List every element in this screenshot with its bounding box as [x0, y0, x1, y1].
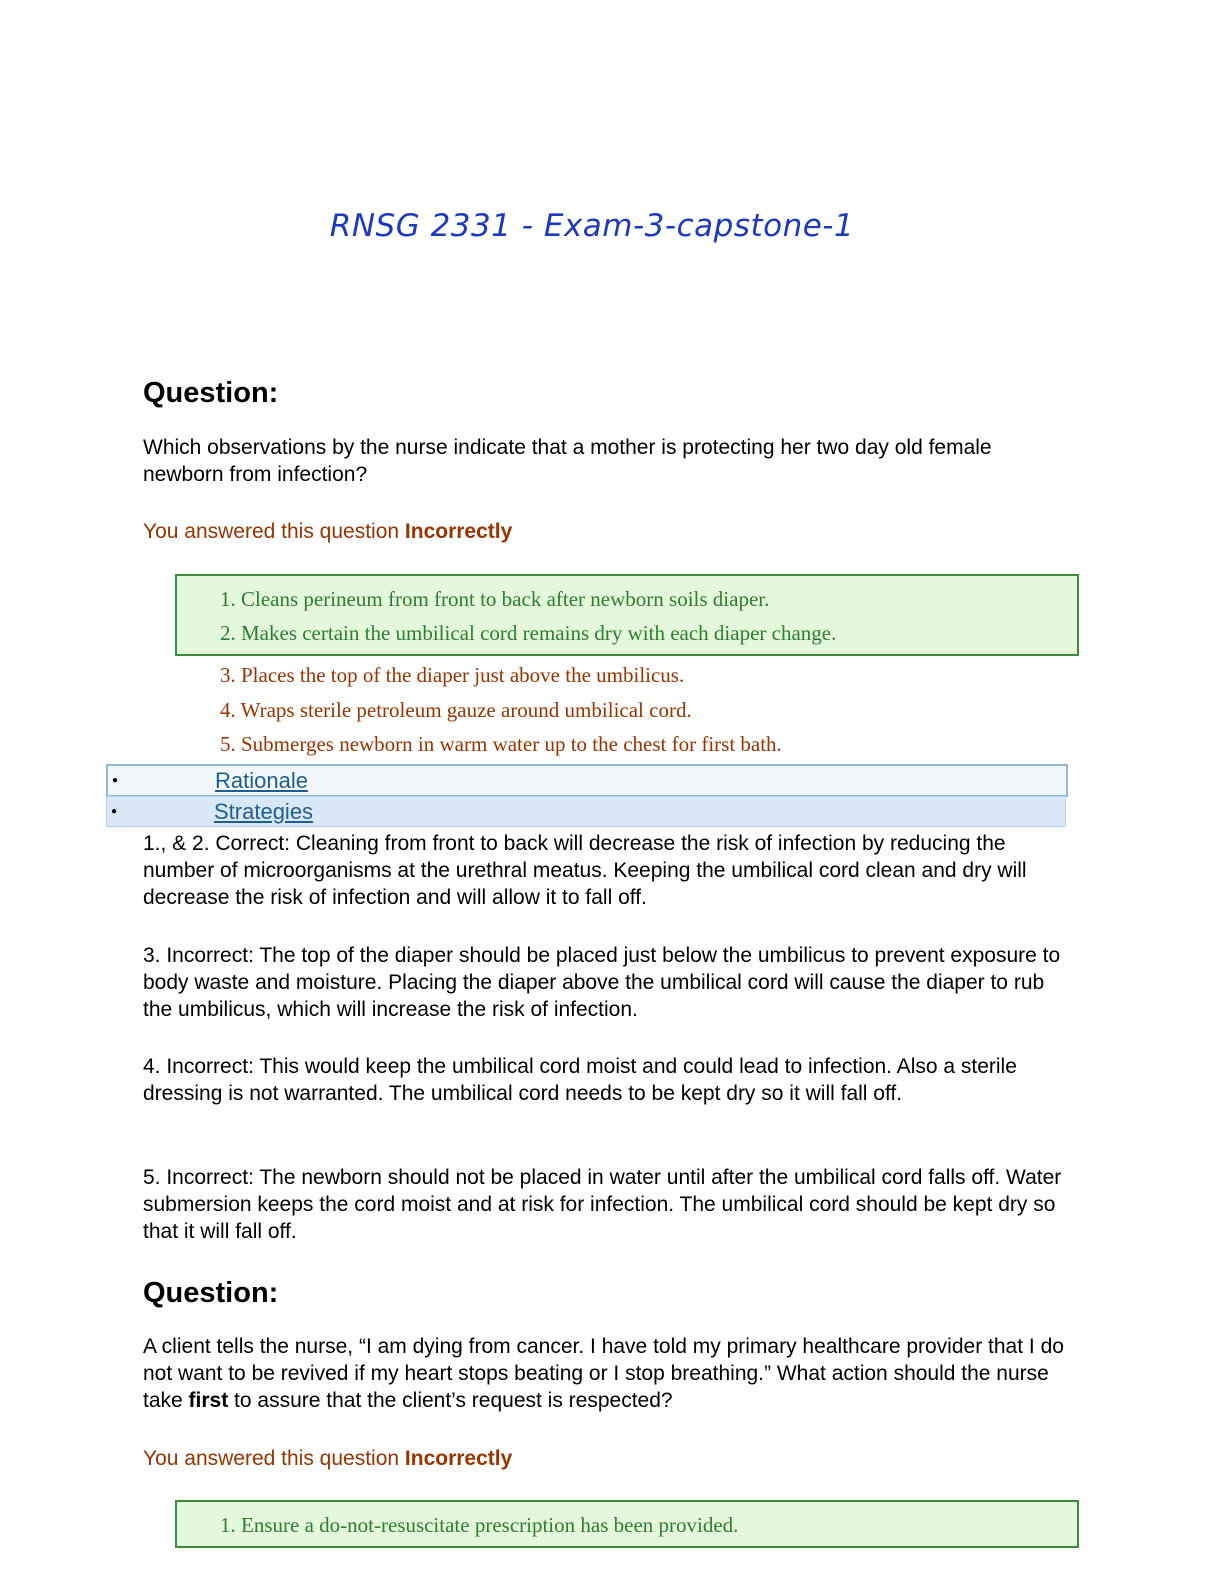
answer-result: [143, 1445, 512, 1472]
rationale-paragraph: 5. Incorrect: The newborn should not be placed in water until after the umbilical cord falls off. Water submersion keeps the cord moist and at risk for infection. The umbilical cord should be kept dry so that it will fall off.: [143, 1166, 1062, 1243]
question-text: Which observations by the nurse indicate that a mother is protecting her two day old female newborn from infection?: [143, 436, 992, 486]
answer-result-prefix: You answered this question: [143, 1447, 405, 1470]
option-correct: 2. Makes certain the umbilical cord remains dry with each diaper change.: [220, 621, 837, 645]
option-incorrect: 4. Wraps sterile petroleum gauze around umbilical cord.: [220, 698, 692, 722]
question-heading: Question:: [143, 1277, 279, 1309]
question-heading: Question:: [143, 377, 279, 409]
strategies-tab[interactable]: [106, 796, 1066, 827]
bullet-icon: ●: [111, 806, 118, 817]
question-text-part: to assure that the client’s request is respected?: [228, 1389, 673, 1412]
answer-result-status: Incorrectly: [404, 1447, 513, 1470]
option-correct: 1. Cleans perineum from front to back after newborn soils diaper.: [220, 587, 770, 611]
answer-result-status: Incorrectly: [404, 520, 513, 543]
question-text: [143, 1333, 1073, 1414]
answer-result-prefix: You answered this question: [143, 520, 405, 543]
strategies-link[interactable]: Strategies: [214, 799, 314, 824]
document-title: RNSG 2331 - Exam-3-capstone-1: [329, 208, 855, 244]
rationale-paragraph: 4. Incorrect: This would keep the umbilical cord moist and could lead to infection. Also a sterile dressing is not warranted. The umbilical cord needs to be kept dry so it will fall off.: [143, 1055, 1017, 1105]
rationale-tab[interactable]: [106, 764, 1068, 797]
rationale-link[interactable]: Rationale: [215, 768, 308, 793]
rationale-paragraph: 1., & 2. Correct: Cleaning from front to back will decrease the risk of infection by reducing the number of microorganisms at the urethral meatus. Keeping the umbilical cord clean and dry will decrease the risk of infection and will allow it to fall off.: [143, 832, 1027, 909]
bullet-icon: ●: [112, 775, 119, 786]
question-text-emphasis: first: [188, 1389, 229, 1412]
question-text-part: A client tells the nurse, “I am dying from cancer. I have told my primary healthcare provider that I do not want to be revived if my heart stops beating or I stop breathing.” What action should the nurse take: [143, 1335, 1064, 1412]
option-correct: 1. Ensure a do-not-resuscitate prescription has been provided.: [220, 1513, 739, 1537]
option-incorrect: 3. Places the top of the diaper just above the umbilicus.: [220, 663, 685, 687]
option-incorrect: 5. Submerges newborn in warm water up to the chest for first bath.: [220, 732, 782, 756]
answer-result: [143, 518, 512, 545]
rationale-paragraph: 3. Incorrect: The top of the diaper should be placed just below the umbilicus to prevent exposure to body waste and moisture. Placing the diaper above the umbilical cord will cause the diaper to rub the umbilicus, which will increase the risk of infection.: [143, 944, 1061, 1021]
